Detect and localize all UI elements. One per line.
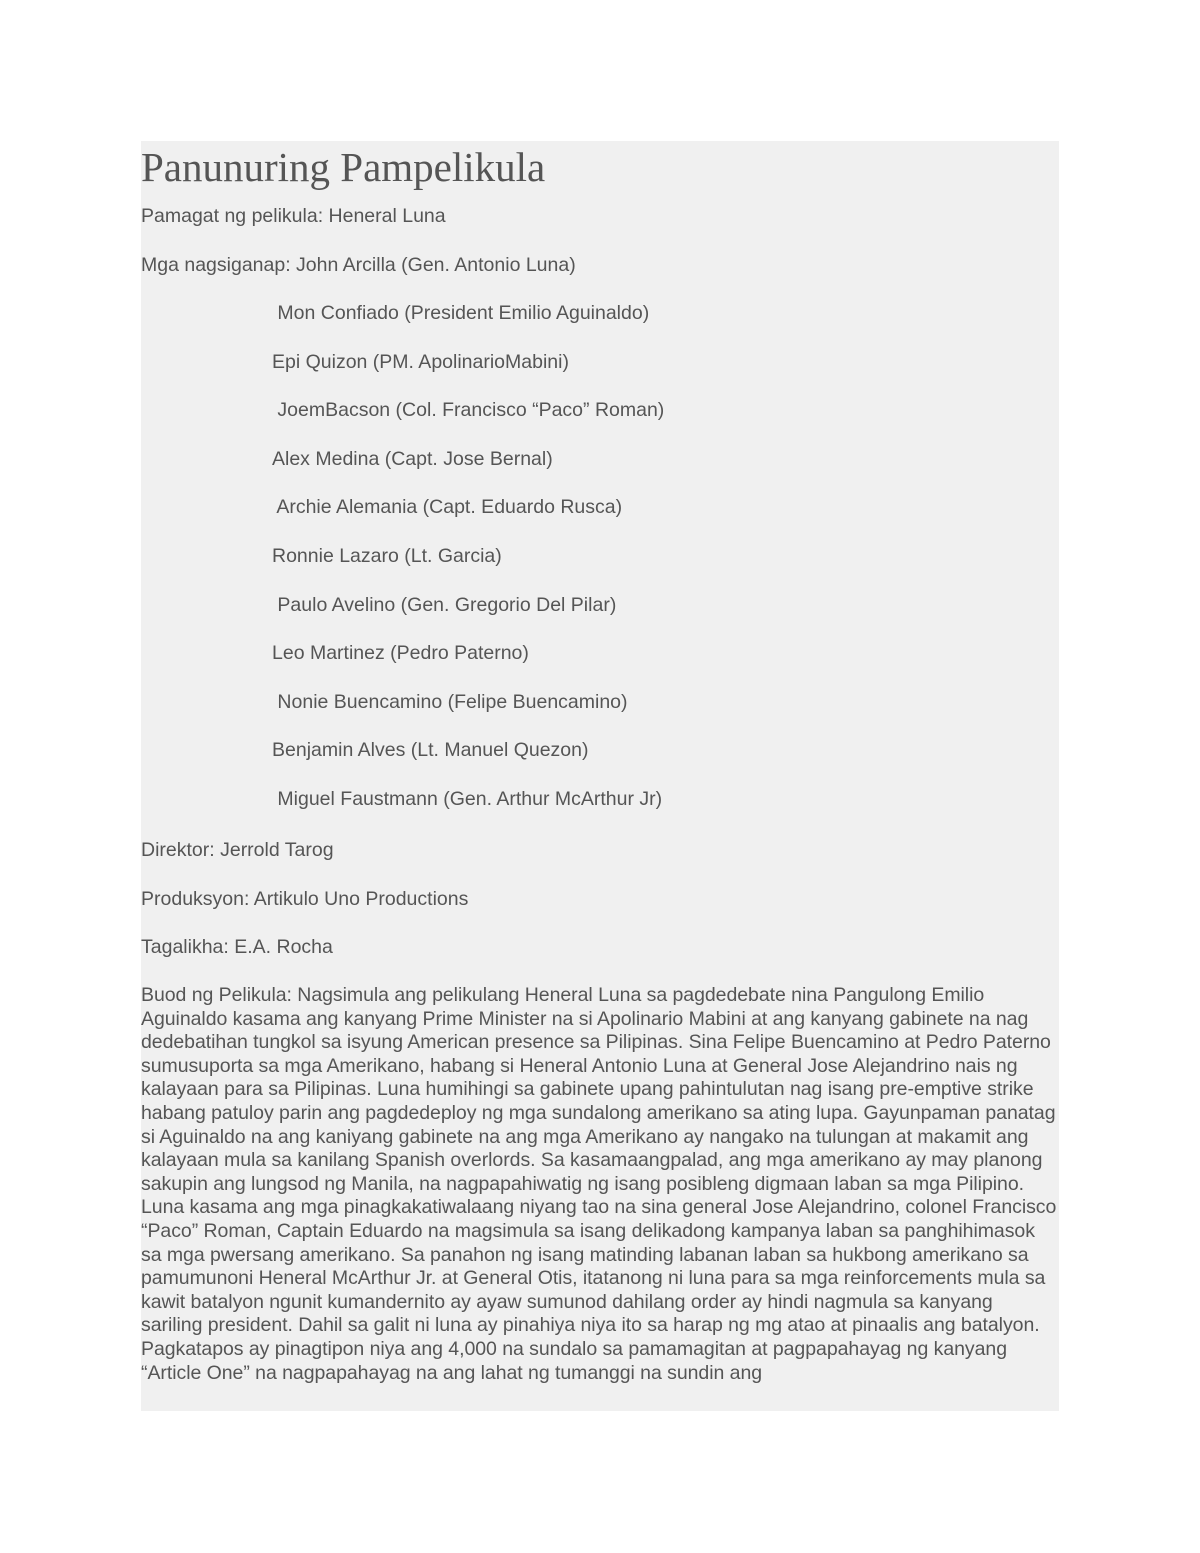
cast-item: Paulo Avelino (Gen. Gregorio Del Pilar) — [272, 593, 617, 616]
cast-item: Archie Alemania (Capt. Eduardo Rusca) — [272, 496, 623, 519]
director-line: Direktor: Jerrold Tarog — [141, 839, 334, 861]
cast-item: Benjamin Alves (Lt. Manuel Quezon) — [272, 739, 589, 762]
document-title: Panunuring Pampelikula — [141, 144, 546, 190]
cast-item: Mon Confiado (President Emilio Aguinaldo) — [272, 302, 650, 324]
document-page — [141, 141, 1059, 1411]
cast-item: Ronnie Lazaro (Lt. Garcia) — [272, 544, 502, 567]
cast-item: Miguel Faustmann (Gen. Arthur McArthur Jr) — [272, 787, 663, 810]
cast-item: Leo Martinez (Pedro Paterno) — [272, 642, 529, 665]
creator-line: Tagalikha: E.A. Rocha — [141, 936, 333, 958]
cast-first-line: Mga nagsiganap: John Arcilla (Gen. Antonio Luna) — [141, 254, 576, 276]
film-title-line: Pamagat ng pelikula: Heneral Luna — [141, 205, 446, 227]
cast-list — [272, 300, 664, 835]
production-line: Produksyon: Artikulo Uno Productions — [141, 888, 469, 910]
cast-item: Epi Quizon (PM. ApolinarioMabini) — [272, 350, 569, 373]
cast-item: JoemBacson (Col. Francisco “Paco” Roman) — [272, 399, 665, 422]
cast-item: Alex Medina (Capt. Jose Bernal) — [272, 447, 553, 470]
cast-item: Nonie Buencamino (Felipe Buencamino) — [272, 690, 628, 713]
film-summary: Buod ng Pelikula: Nagsimula ang pelikulang Heneral Luna sa pagdedebate nina Pangulong Emilio Aguinaldo kasama ang kanyang Prime Minister na si Apolinario Mabini at ang kanyang gabinete na nag dedebatihan tungkol sa isyung American presence sa Pilipinas. Sina Felipe Buencamino at Pedro Paterno sumusuporta sa mga Amerikano, habang si Heneral Antonio Luna at General Jose Alejandrino nais ng kalayaan para sa Pilipinas. Luna humihingi sa gabinete upang pahintulutan nag isang pre-emptive strike habang patuloy parin ang pagdedeploy ng mga sundalong amerikano sa ating lupa. Gayunpaman panatag si Aguinaldo na ang kaniyang gabinete na ang mga Amerikano ay nangako na tulungan at makamit ang kalayaan mula sa kanilang Spanish overlords. Sa kasamaangpalad, ang mga amerikano ay may planong sakupin ang lungsod ng Manila, na nagpapahiwatig ng isang posibleng digmaan laban sa mga Pilipino. Luna kasama ang mga pinagkakatiwalaang niyang tao na sina general Jose Alejandrino, colonel Francisco “Paco” Roman, Captain Eduardo na magsimula sa isang delikadong kampanya laban sa panghihimasok sa mga pwersang amerikano. Sa panahon ng isang matinding labanan laban sa hukbong amerikano sa pamumunoni Heneral McArthur Jr. at General Otis, itatanong ni luna para sa mga reinforcements mula sa kawit batalyon ngunit kumandernito ay ayaw sumunod dahilang order ay hindi nagmula sa kanyang sariling president. Dahil sa galit ni luna ay pinahiya niya ito sa harap ng mg atao at pinaalis ang batalyon. Pagkatapos ay pinagtipon niya ang 4,000 na sundalo sa pamamagitan at pagpapahayag ng kanyang “Article One” na nagpapahayag na ang lahat ng tumanggi na sundin ang — [141, 984, 1057, 1384]
